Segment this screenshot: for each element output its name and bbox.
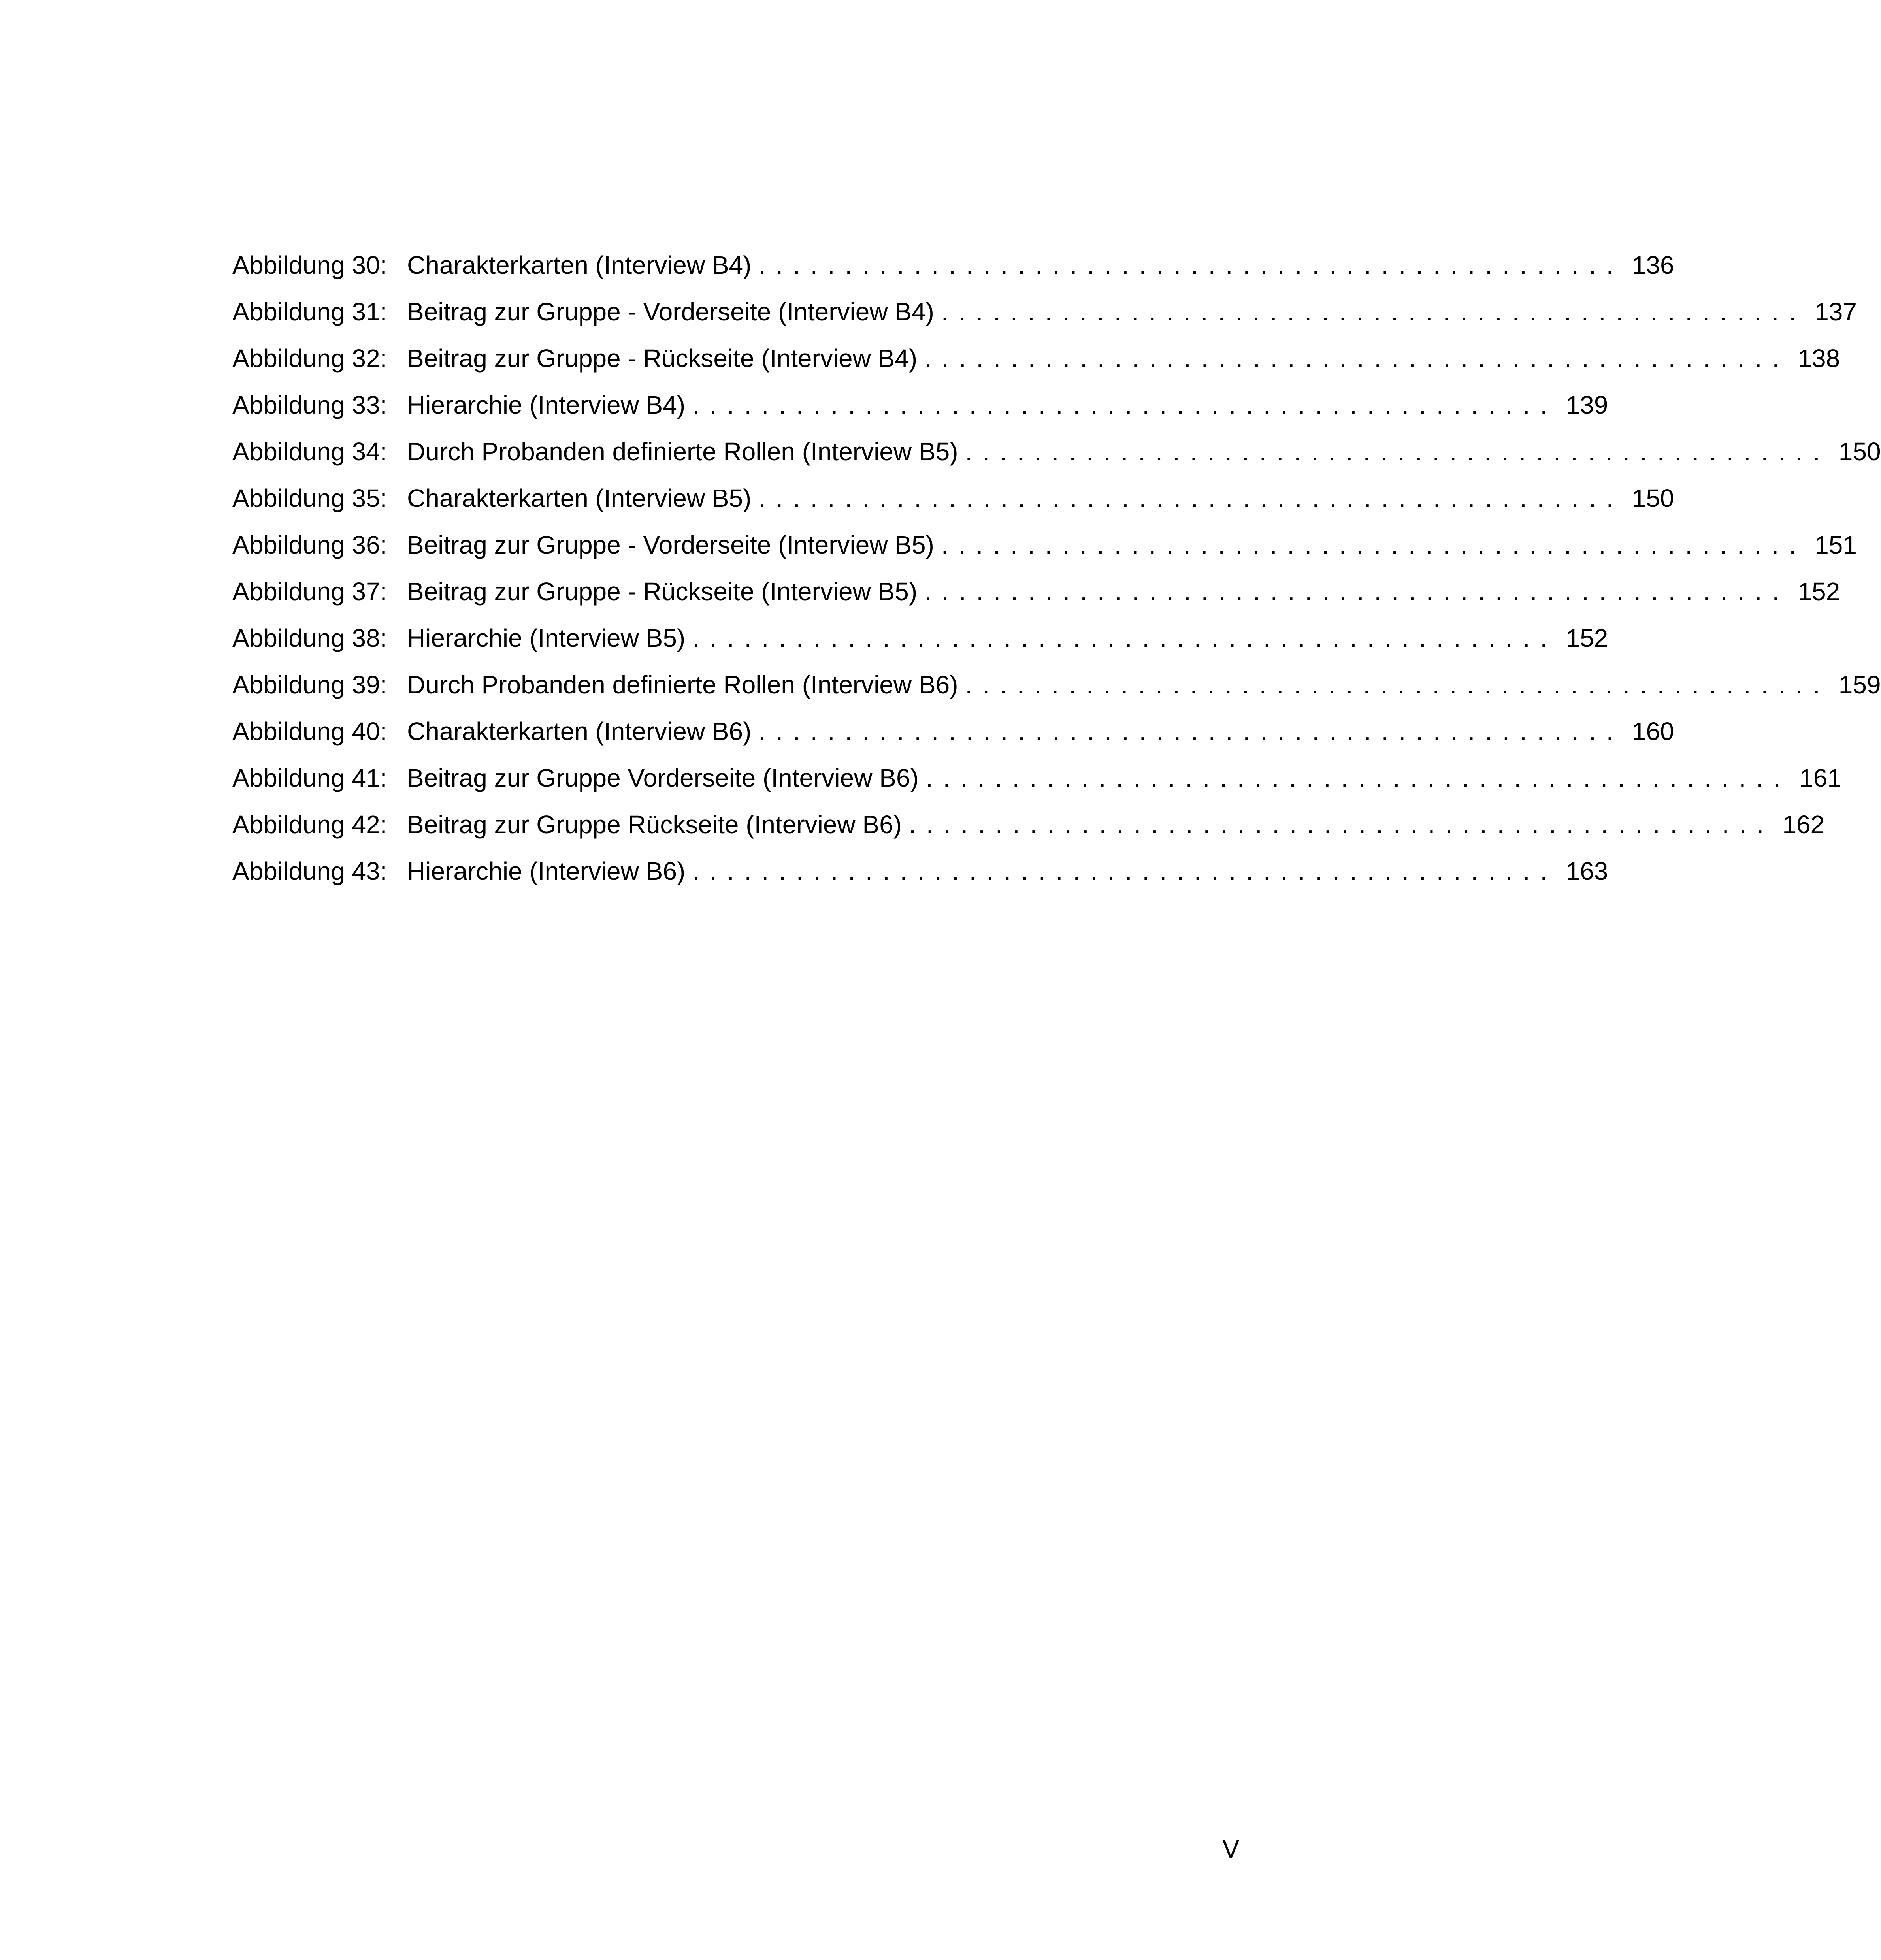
entry-title: Beitrag zur Gruppe - Rückseite (Interview B4)	[407, 344, 918, 373]
entry-title: Hierarchie (Interview B6)	[407, 857, 686, 885]
entry-page-number: 160	[1632, 717, 1674, 746]
toc-entry[interactable]	[232, 475, 1674, 522]
entry-label: Abbildung 37:	[232, 577, 387, 606]
entry-label: Abbildung 34:	[232, 437, 387, 466]
entry-page-number: 161	[1799, 764, 1841, 792]
dot-leader: ..................................................	[965, 670, 1830, 699]
entry-title: Beitrag zur Gruppe - Rückseite (Interview B5)	[407, 577, 918, 606]
page-number: V	[1222, 1835, 1239, 1863]
entry-page-number: 163	[1566, 857, 1608, 885]
entry-title: Charakterkarten (Interview B5)	[407, 484, 752, 512]
toc-entry[interactable]	[232, 661, 1881, 708]
entry-page-number: 150	[1838, 437, 1881, 466]
entry-title: Hierarchie (Interview B4)	[407, 391, 686, 419]
entry-title: Charakterkarten (Interview B4)	[407, 251, 752, 279]
dot-leader: ..................................................	[909, 810, 1774, 839]
entry-label: Abbildung 43:	[232, 857, 387, 885]
dot-leader: ..................................................	[692, 624, 1558, 652]
entry-label: Abbildung 30:	[232, 251, 387, 279]
entry-label: Abbildung 32:	[232, 344, 387, 373]
dot-leader: ..................................................	[692, 857, 1558, 885]
toc-entry[interactable]	[232, 288, 1857, 335]
dot-leader: ..................................................	[692, 391, 1558, 419]
toc-entry[interactable]	[232, 848, 1608, 894]
entry-title: Beitrag zur Gruppe Rückseite (Interview B6)	[407, 810, 902, 839]
entry-page-number: 150	[1632, 484, 1674, 512]
entry-page-number: 139	[1566, 391, 1608, 419]
toc-entry[interactable]	[232, 615, 1608, 661]
entry-label: Abbildung 31:	[232, 297, 387, 326]
entry-label: Abbildung 36:	[232, 531, 387, 559]
entry-label: Abbildung 39:	[232, 670, 387, 699]
dot-leader: ..................................................	[758, 717, 1624, 746]
dot-leader: ..................................................	[925, 764, 1791, 792]
entry-title: Durch Probanden definierte Rollen (Interview B6)	[407, 670, 958, 699]
entry-page-number: 151	[1815, 531, 1857, 559]
entry-title: Beitrag zur Gruppe - Vorderseite (Interview B4)	[407, 297, 934, 326]
entry-title: Durch Probanden definierte Rollen (Interview B5)	[407, 437, 958, 466]
toc-entry[interactable]	[232, 708, 1674, 755]
entry-page-number: 138	[1798, 344, 1840, 373]
toc-entry[interactable]	[232, 335, 1840, 382]
dot-leader: ..................................................	[941, 531, 1806, 559]
dot-leader: ..................................................	[924, 344, 1790, 373]
toc-entry[interactable]	[232, 428, 1881, 475]
entry-label: Abbildung 42:	[232, 810, 387, 839]
entry-title: Charakterkarten (Interview B6)	[407, 717, 752, 746]
list-of-figures	[232, 242, 1881, 894]
entry-label: Abbildung 38:	[232, 624, 387, 652]
entry-label: Abbildung 35:	[232, 484, 387, 512]
entry-page-number: 152	[1566, 624, 1608, 652]
dot-leader: ..................................................	[924, 577, 1790, 606]
entry-page-number: 152	[1798, 577, 1840, 606]
entry-page-number: 162	[1782, 810, 1825, 839]
toc-entry[interactable]	[232, 568, 1840, 615]
entry-title: Beitrag zur Gruppe - Vorderseite (Interview B5)	[407, 531, 934, 559]
entry-title: Beitrag zur Gruppe Vorderseite (Interview B6)	[407, 764, 919, 792]
dot-leader: ..................................................	[965, 437, 1830, 466]
toc-entry[interactable]	[232, 755, 1841, 801]
toc-entry[interactable]	[232, 522, 1857, 568]
toc-entry[interactable]	[232, 242, 1674, 288]
entry-page-number: 137	[1815, 297, 1857, 326]
entry-title: Hierarchie (Interview B5)	[407, 624, 686, 652]
entry-label: Abbildung 41:	[232, 764, 387, 792]
dot-leader: ..................................................	[758, 484, 1624, 512]
entry-label: Abbildung 33:	[232, 391, 387, 419]
entry-label: Abbildung 40:	[232, 717, 387, 746]
dot-leader: ..................................................	[941, 297, 1806, 326]
toc-entry[interactable]	[232, 382, 1608, 428]
dot-leader: ..................................................	[758, 251, 1624, 279]
entry-page-number: 136	[1632, 251, 1674, 279]
toc-entry[interactable]	[232, 801, 1825, 848]
entry-page-number: 159	[1838, 670, 1881, 699]
